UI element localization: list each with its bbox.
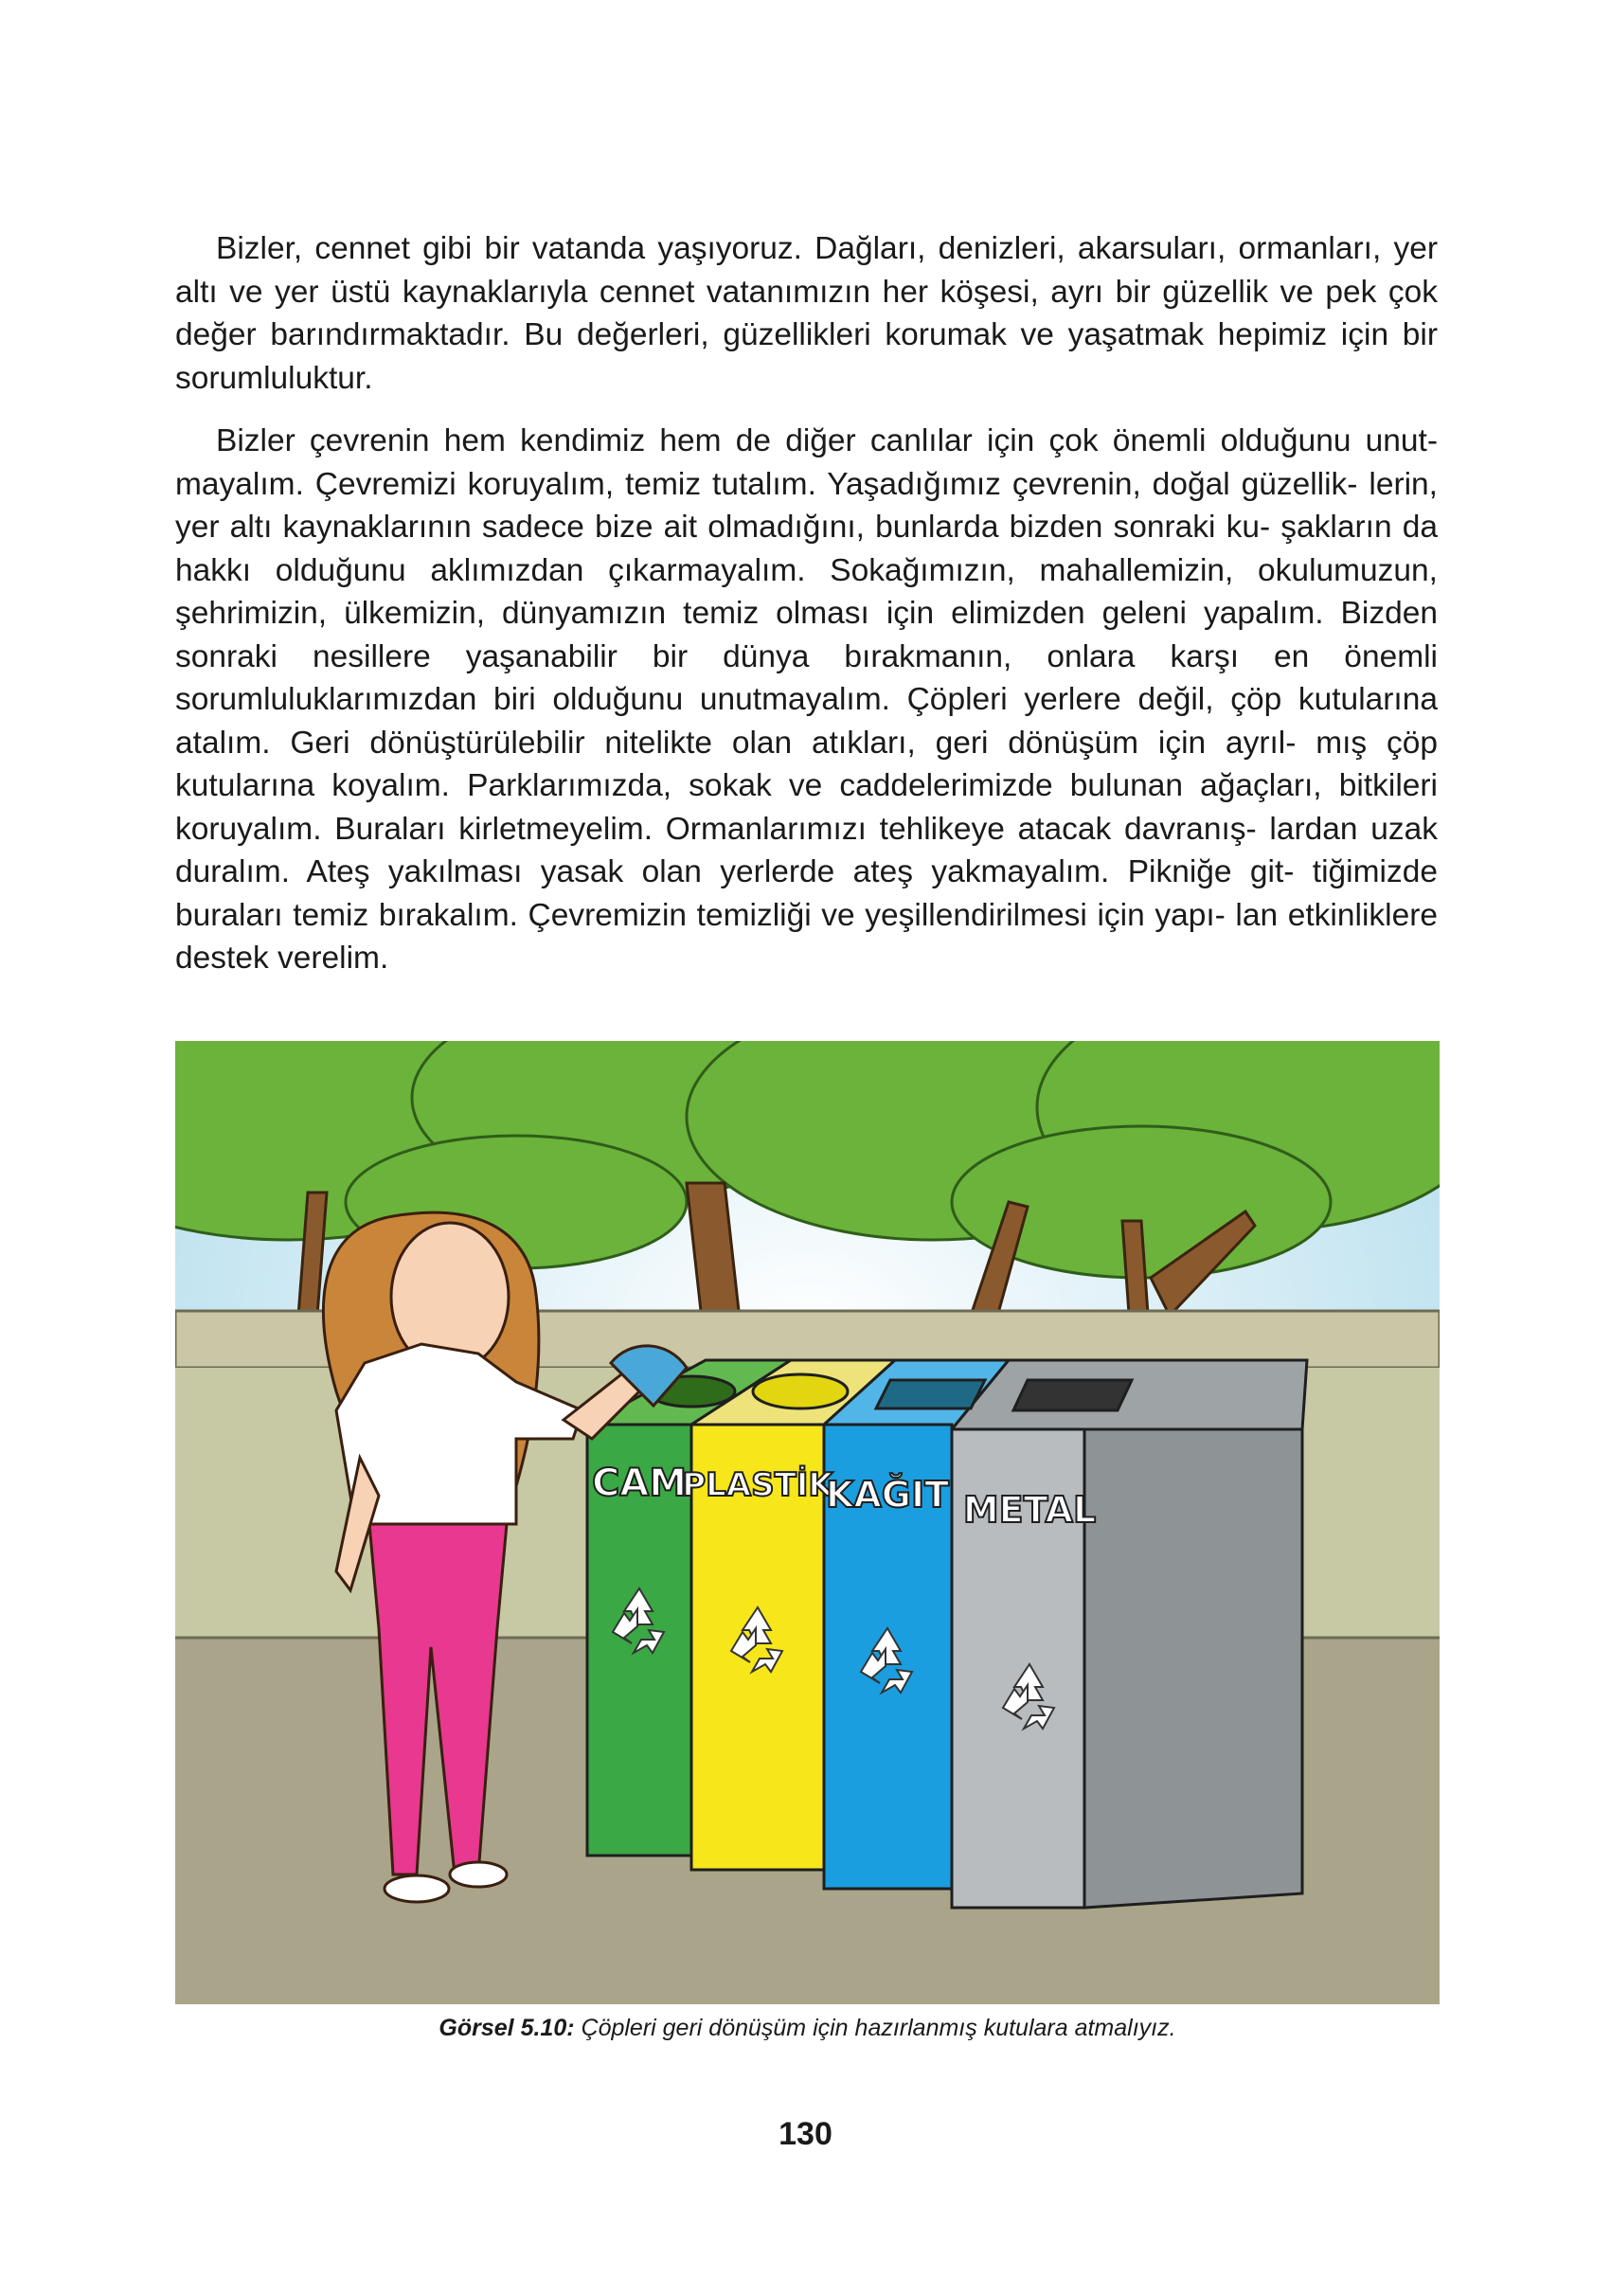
- caption-label: Görsel 5.10:: [439, 2015, 575, 2041]
- bin-label-cam: CAM: [591, 1462, 688, 1505]
- recycling-bins: [587, 1360, 1307, 1908]
- figure-caption: [175, 2015, 1440, 2042]
- paragraph-2: Bizler çevrenin hem kendimiz hem de diğer canlılar için çok önemli olduğunu unut- mayalım. Çevremizi koruyalım, temiz tutalım. Yaşadığımız çevrenin, doğal güzellik- lerin, yer altı kaynaklarının sadece bize ait olmadığını, bunlarda bizden sonraki ku- şakların da hakkı olduğunu aklımızdan çıkarmayalım. Sokağımızın, mahallemizin, okulumuzun, şehrimizin, ülkemizin, dünyamızın temiz olması için elimizden geleni yapalım. Bizden sonraki nesillere yaşanabilir bir dünya bırakmanın, onlara karşı en önemli sorumluluklarımızdan biri olduğunu unutmayalım. Çöpleri yerlere değil, çöp kutularına atalım. Geri dönüştürülebilir nitelikte olan atıkları, geri dönüşüm için ayrıl- mış çöp kutularına koyalım. Parklarımızda, sokak ve caddelerimizde bulunan ağaçları, bitkileri koruyalım. Buraları kirletmeyelim. Ormanlarımızı tehlikeye atacak davranış- lardan uzak duralım. Ateş yakılması yasak olan yerlerde ateş yakmayalım. Pikniğe git- tiğimizde buraları temiz bırakalım. Çevremizin temizliği ve yeşillendirilmesi için yapı- lan etkinliklere destek verelim.: [175, 423, 1438, 976]
- recycling-illustration: [175, 1041, 1440, 2004]
- bin-label-kagit: KAĞIT: [825, 1474, 950, 1516]
- caption-text: Çöpleri geri dönüşüm için hazırlanmış kutulara atmalıyız.: [574, 2015, 1176, 2041]
- bin-label-plastik: PLASTİK: [682, 1466, 833, 1504]
- paragraph-1: Bizler, cennet gibi bir vatanda yaşıyoruz. Dağları, denizleri, akarsuları, ormanları, yer altı ve yer üstü kaynaklarıyla cennet vatanımızın her köşesi, ayrı bir güzellik ve pek çok değer barındırmaktadır. Bu değerleri, güzellikleri korumak ve yaşatmak hepimiz için bir sorumluluktur.: [175, 231, 1438, 396]
- paragraph-1-block: [175, 227, 1438, 400]
- paragraph-2-block: [175, 420, 1438, 980]
- page-number: 130: [779, 2116, 832, 2152]
- bin-label-metal: METAL: [962, 1489, 1097, 1531]
